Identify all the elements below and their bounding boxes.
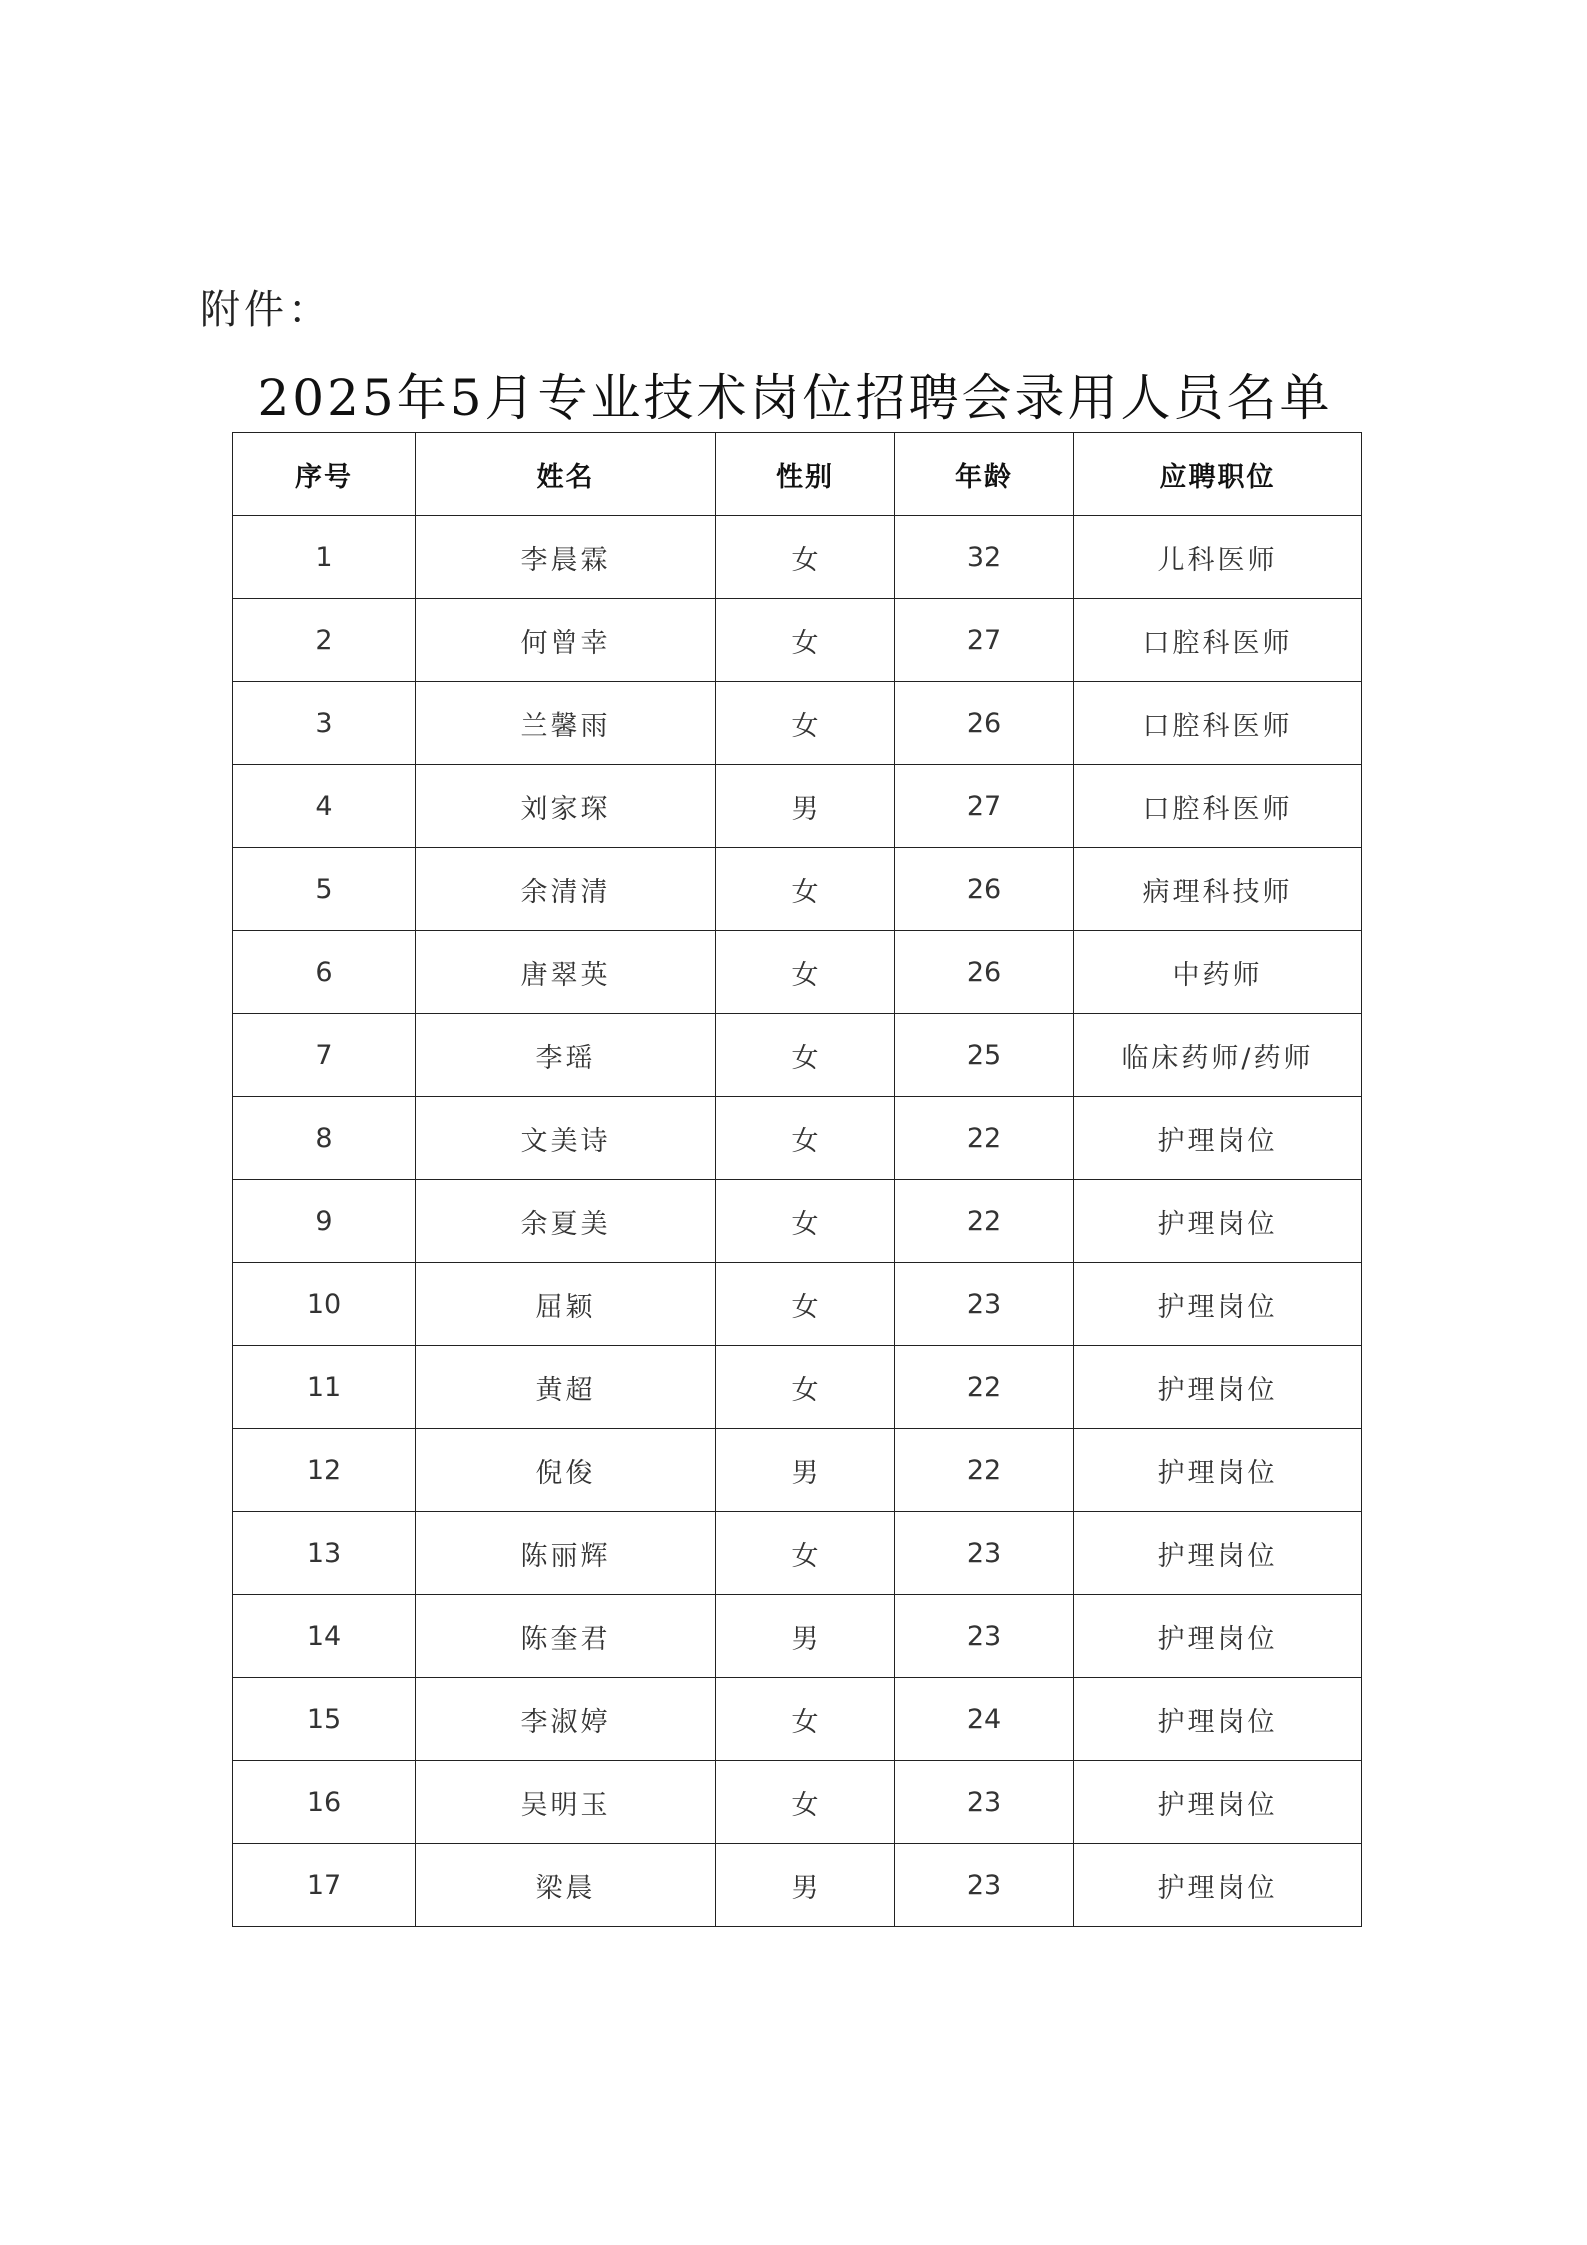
table-row [233,1097,1362,1180]
cell-index: 2 [233,599,416,682]
cell-index: 8 [233,1097,416,1180]
cell-name: 刘家琛 [416,765,716,848]
attachment-label: 附件： [200,287,332,333]
cell-age: 22 [895,1180,1074,1263]
cell-age: 23 [895,1761,1074,1844]
cell-age: 23 [895,1844,1074,1927]
cell-gender: 女 [716,599,895,682]
cell-name: 余清清 [416,848,716,931]
cell-gender: 女 [716,1180,895,1263]
table-row [233,1263,1362,1346]
cell-name: 陈奎君 [416,1595,716,1678]
cell-position: 临床药师/药师 [1074,1014,1362,1097]
cell-name: 兰馨雨 [416,682,716,765]
cell-age: 25 [895,1014,1074,1097]
cell-name: 梁晨 [416,1844,716,1927]
cell-age: 23 [895,1263,1074,1346]
table-row [233,1678,1362,1761]
cell-name: 吴明玉 [416,1761,716,1844]
cell-gender: 女 [716,516,895,599]
cell-gender: 男 [716,1429,895,1512]
cell-gender: 女 [716,1761,895,1844]
cell-position: 护理岗位 [1074,1512,1362,1595]
hiring-roster-table [232,432,1362,1927]
cell-index: 4 [233,765,416,848]
cell-index: 15 [233,1678,416,1761]
cell-age: 27 [895,765,1074,848]
cell-age: 27 [895,599,1074,682]
cell-name: 李晨霖 [416,516,716,599]
cell-position: 护理岗位 [1074,1263,1362,1346]
cell-name: 倪俊 [416,1429,716,1512]
table-row [233,765,1362,848]
header-position: 应聘职位 [1074,433,1362,516]
header-age: 年龄 [895,433,1074,516]
table-row [233,1180,1362,1263]
cell-index: 12 [233,1429,416,1512]
cell-gender: 女 [716,931,895,1014]
cell-index: 3 [233,682,416,765]
cell-position: 口腔科医师 [1074,599,1362,682]
cell-position: 病理科技师 [1074,848,1362,931]
table-row [233,931,1362,1014]
cell-age: 32 [895,516,1074,599]
table-body [233,516,1362,1927]
cell-name: 屈颖 [416,1263,716,1346]
cell-gender: 女 [716,1512,895,1595]
table-header-row [233,433,1362,516]
cell-age: 22 [895,1097,1074,1180]
cell-age: 22 [895,1429,1074,1512]
table-row [233,599,1362,682]
cell-gender: 女 [716,1263,895,1346]
cell-gender: 女 [716,1097,895,1180]
cell-index: 10 [233,1263,416,1346]
cell-position: 儿科医师 [1074,516,1362,599]
cell-age: 26 [895,682,1074,765]
cell-gender: 女 [716,1014,895,1097]
cell-index: 1 [233,516,416,599]
cell-index: 13 [233,1512,416,1595]
cell-gender: 女 [716,848,895,931]
cell-index: 9 [233,1180,416,1263]
cell-name: 陈丽辉 [416,1512,716,1595]
table-row [233,516,1362,599]
cell-gender: 女 [716,1678,895,1761]
document-title: 2025年5月专业技术岗位招聘会录用人员名单 [257,369,1333,427]
cell-position: 护理岗位 [1074,1346,1362,1429]
cell-position: 护理岗位 [1074,1180,1362,1263]
header-gender: 性别 [716,433,895,516]
cell-gender: 女 [716,1346,895,1429]
cell-position: 护理岗位 [1074,1097,1362,1180]
cell-index: 6 [233,931,416,1014]
cell-age: 22 [895,1346,1074,1429]
cell-position: 口腔科医师 [1074,765,1362,848]
cell-position: 中药师 [1074,931,1362,1014]
cell-index: 17 [233,1844,416,1927]
cell-name: 何曾幸 [416,599,716,682]
cell-index: 5 [233,848,416,931]
cell-age: 23 [895,1512,1074,1595]
cell-position: 护理岗位 [1074,1595,1362,1678]
cell-name: 唐翠英 [416,931,716,1014]
header-name: 姓名 [416,433,716,516]
table-row [233,848,1362,931]
cell-gender: 男 [716,765,895,848]
cell-gender: 女 [716,682,895,765]
cell-age: 26 [895,848,1074,931]
cell-position: 护理岗位 [1074,1761,1362,1844]
cell-name: 李淑婷 [416,1678,716,1761]
cell-name: 李瑶 [416,1014,716,1097]
cell-age: 24 [895,1678,1074,1761]
cell-position: 护理岗位 [1074,1844,1362,1927]
cell-position: 护理岗位 [1074,1429,1362,1512]
cell-index: 14 [233,1595,416,1678]
table-row [233,1512,1362,1595]
table-row [233,682,1362,765]
cell-name: 文美诗 [416,1097,716,1180]
cell-index: 16 [233,1761,416,1844]
header-index: 序号 [233,433,416,516]
table-row [233,1761,1362,1844]
cell-index: 11 [233,1346,416,1429]
cell-gender: 男 [716,1595,895,1678]
table-row [233,1429,1362,1512]
table-row [233,1346,1362,1429]
cell-gender: 男 [716,1844,895,1927]
cell-name: 余夏美 [416,1180,716,1263]
cell-name: 黄超 [416,1346,716,1429]
cell-position: 护理岗位 [1074,1678,1362,1761]
cell-index: 7 [233,1014,416,1097]
table-row [233,1844,1362,1927]
cell-age: 23 [895,1595,1074,1678]
cell-age: 26 [895,931,1074,1014]
table-row [233,1595,1362,1678]
cell-position: 口腔科医师 [1074,682,1362,765]
table-row [233,1014,1362,1097]
